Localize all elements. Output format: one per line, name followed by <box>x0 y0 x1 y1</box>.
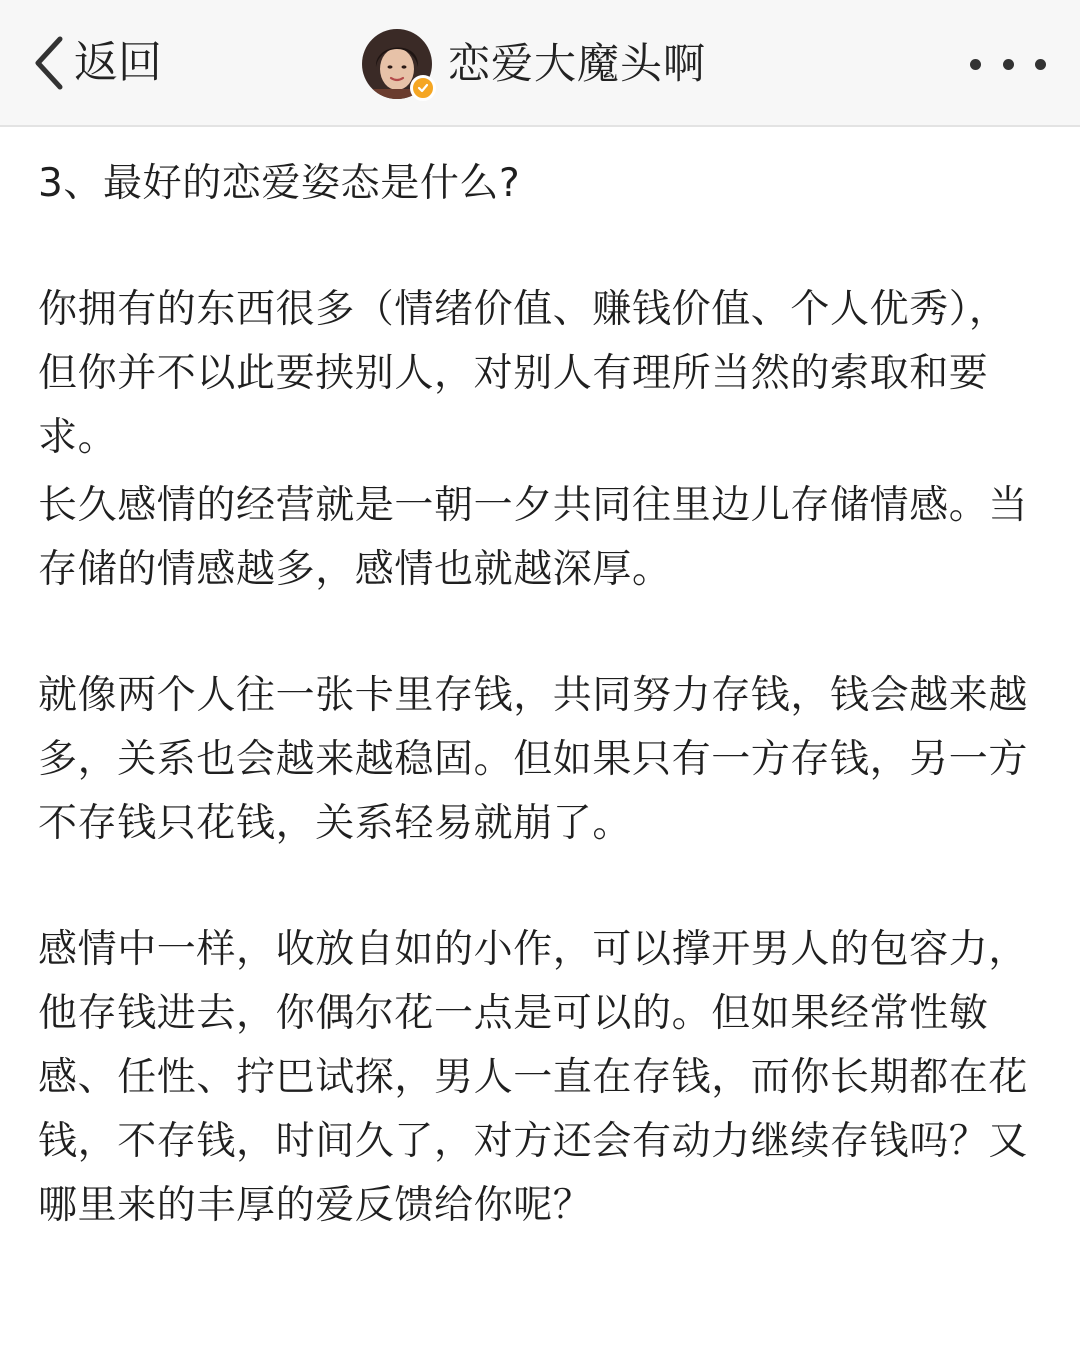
article-paragraph: 长久感情的经营就是一朝一夕共同往里边儿存储情感。当存储的情感越多，感情也就越深厚。 <box>38 483 1029 592</box>
article-paragraph: 就像两个人往一张卡里存钱，共同努力存钱，钱会越来越多，关系也会越来越稳固。但如果只有一方存钱，另一方不存钱只花钱，关系轻易就崩了。 <box>38 673 1029 846</box>
avatar[interactable] <box>362 29 432 99</box>
top-nav-bar <box>0 0 1080 127</box>
chevron-left-icon <box>30 33 66 93</box>
more-options-button[interactable] <box>970 44 1046 84</box>
article-heading: 3、最好的恋爱姿态是什么? <box>38 161 521 206</box>
more-dot-icon <box>970 59 981 70</box>
more-dot-icon <box>1035 59 1046 70</box>
verified-badge-icon <box>410 75 436 101</box>
more-dot-icon <box>1003 59 1014 70</box>
back-label: 返回 <box>74 37 162 88</box>
article-body <box>38 152 1048 1238</box>
back-button[interactable] <box>30 30 162 96</box>
username[interactable]: 恋爱大魔头啊 <box>448 39 707 88</box>
profile-header[interactable] <box>362 28 706 100</box>
article-paragraph: 感情中一样，收放自如的小作，可以撑开男人的包容力，他存钱进去，你偶尔花一点是可以的。但如果经常性敏感、任性、拧巴试探，男人一直在存钱，而你长期都在花钱，不存钱，时间久了，对方还会有动力继续存钱吗？又哪里来的丰厚的爱反馈给你呢？ <box>38 927 1029 1228</box>
article-paragraph: 你拥有的东西很多（情绪价值、赚钱价值、个人优秀），但你并不以此要挟别人，对别人有理所当然的索取和要求。 <box>38 287 1009 460</box>
